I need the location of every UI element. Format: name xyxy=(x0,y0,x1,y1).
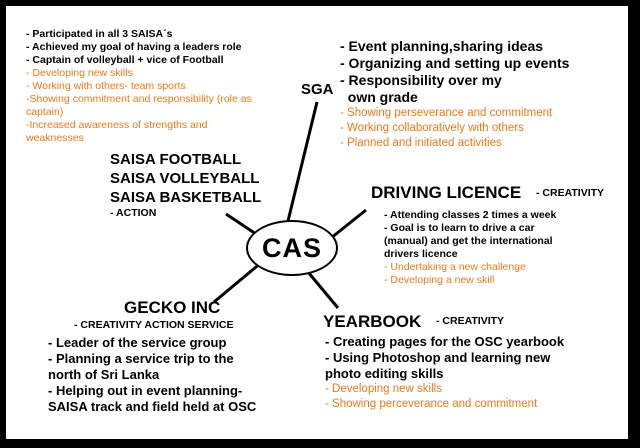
list-item: - Developing new skills xyxy=(26,67,133,79)
list-item: - Developing a new skill xyxy=(384,274,495,286)
cas-label: CAS xyxy=(261,232,322,263)
saisa-sports xyxy=(110,150,261,207)
saisa-tag: - ACTION xyxy=(110,207,157,219)
yearbook-title: YEARBOOK xyxy=(323,312,422,331)
list-item: own grade xyxy=(340,89,418,105)
list-item: - Undertaking a new challenge xyxy=(384,261,526,273)
yearbook-notes xyxy=(325,334,564,412)
list-item: - Creating pages for the OSC yearbook xyxy=(325,334,565,349)
sport-item: SAISA FOOTBALL xyxy=(110,151,242,168)
list-item: - Event planning,sharing ideas xyxy=(340,38,544,54)
list-item: - Responsibility over my xyxy=(340,72,502,88)
list-item: -Showing commitment and responsibility (role as xyxy=(26,93,252,105)
cas-center-node xyxy=(246,220,338,276)
list-item: - Planning a service trip to the xyxy=(48,351,234,366)
gecko-tag: - CREATIVITY ACTION SERVICE xyxy=(74,319,234,331)
list-item: - Organizing and setting up events xyxy=(340,55,570,71)
sga-title: SGA xyxy=(301,81,334,98)
list-item: - Developing new skills xyxy=(325,383,442,395)
list-item: - Helping out in event planning- xyxy=(48,383,243,398)
list-item: weaknesses xyxy=(26,132,84,144)
list-item: - Working collaboratively with others xyxy=(340,122,524,134)
list-item: - Goal is to learn to drive a car xyxy=(384,222,535,234)
gecko-notes xyxy=(48,335,256,415)
list-item: north of Sri Lanka xyxy=(48,367,160,382)
list-item: - Participated in all 3 SAISA´s xyxy=(26,28,173,40)
gecko-title: GECKO INC xyxy=(124,298,221,317)
saisa-notes xyxy=(26,28,252,145)
list-item: SAISA track and field held at OSC xyxy=(48,399,257,414)
sport-item: SAISA VOLLEYBALL xyxy=(110,170,260,187)
list-item: captain) xyxy=(26,106,64,118)
list-item: (manual) and get the international xyxy=(384,235,553,247)
list-item: -Increased awareness of strengths and xyxy=(26,119,208,131)
list-item: - Planned and initiated activities xyxy=(340,137,502,149)
list-item: - Showing perceverance and commitment xyxy=(325,398,538,410)
sport-item: SAISA BASKETBALL xyxy=(110,189,262,206)
list-item: photo editing skills xyxy=(325,366,444,381)
list-item: - Leader of the service group xyxy=(48,335,227,350)
driving-tag: - CREATIVITY xyxy=(536,187,605,199)
driving-notes xyxy=(384,209,556,287)
sga-notes xyxy=(340,38,569,151)
list-item: - Using Photoshop and learning new xyxy=(325,350,551,365)
yearbook-tag: - CREATIVITY xyxy=(436,315,505,327)
list-item: drivers licence xyxy=(384,248,458,260)
list-item: - Working with others- team sports xyxy=(26,80,186,92)
list-item: - Attending classes 2 times a week xyxy=(384,209,557,221)
driving-title: DRIVING LICENCE xyxy=(371,183,522,202)
spoke-gecko xyxy=(214,262,262,302)
list-item: - Captain of volleyball + vice of Football xyxy=(26,54,224,66)
spoke-sga xyxy=(288,102,317,221)
spoke-yearbook xyxy=(308,272,338,308)
spoke-driving xyxy=(331,210,366,238)
cas-mind-map xyxy=(6,6,628,439)
list-item: - Showing perseverance and commitment xyxy=(340,107,553,119)
list-item: - Achieved my goal of having a leaders role xyxy=(26,41,242,53)
